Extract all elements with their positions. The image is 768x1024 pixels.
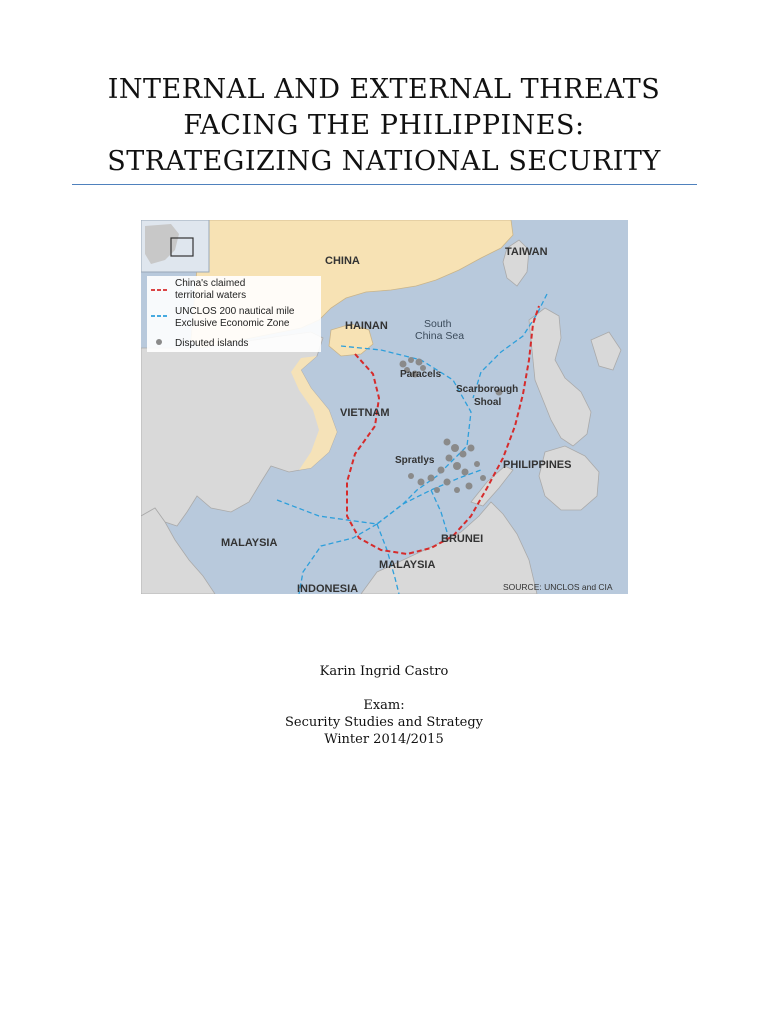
- author-name: Karin Ingrid Castro: [319, 664, 449, 679]
- legend-islands-label: Disputed islands: [175, 338, 249, 349]
- document-title: [0, 72, 768, 180]
- info-spacer: [0, 680, 768, 697]
- legend-eez-label-2: Exclusive Economic Zone: [175, 318, 290, 329]
- title-line-1: INTERNAL AND EXTERNAL THREATS: [107, 74, 661, 105]
- title-line-2: FACING THE PHILIPPINES:: [183, 110, 585, 141]
- title-line-3: STRATEGIZING NATIONAL SECURITY: [107, 146, 661, 177]
- label-taiwan: TAIWAN: [505, 246, 548, 258]
- label-scarborough-1: Scarborough: [456, 384, 519, 395]
- term-label: Winter 2014/2015: [324, 732, 444, 747]
- south-china-sea-map: [141, 220, 628, 594]
- label-scarborough-2: Shoal: [474, 397, 502, 408]
- exam-label: Exam:: [363, 698, 405, 713]
- label-hainan: HAINAN: [345, 320, 388, 332]
- legend-eez-label-1: UNCLOS 200 nautical mile: [175, 306, 295, 317]
- label-indonesia: INDONESIA: [297, 583, 359, 594]
- map-source: SOURCE: UNCLOS and CIA: [503, 582, 613, 592]
- label-malaysia-east: MALAYSIA: [379, 559, 436, 571]
- title-divider: [72, 184, 697, 185]
- label-philippines: PHILIPPINES: [503, 459, 572, 471]
- map-legend: [147, 276, 321, 352]
- label-south-china-sea-2: China Sea: [415, 330, 465, 342]
- label-china: CHINA: [325, 255, 360, 267]
- label-brunei: BRUNEI: [441, 533, 484, 545]
- course-name: Security Studies and Strategy: [284, 715, 484, 730]
- legend-claim-label-2: territorial waters: [175, 290, 247, 301]
- legend-islands-swatch: [156, 339, 162, 345]
- label-malaysia-west: MALAYSIA: [221, 537, 278, 549]
- label-spratlys: Spratlys: [395, 455, 435, 466]
- document-info: [0, 663, 768, 748]
- label-south-china-sea-1: South: [424, 318, 452, 330]
- legend-claim-label-1: China's claimed: [175, 278, 246, 289]
- label-vietnam: VIETNAM: [340, 407, 390, 419]
- label-paracels: Paracels: [400, 369, 442, 380]
